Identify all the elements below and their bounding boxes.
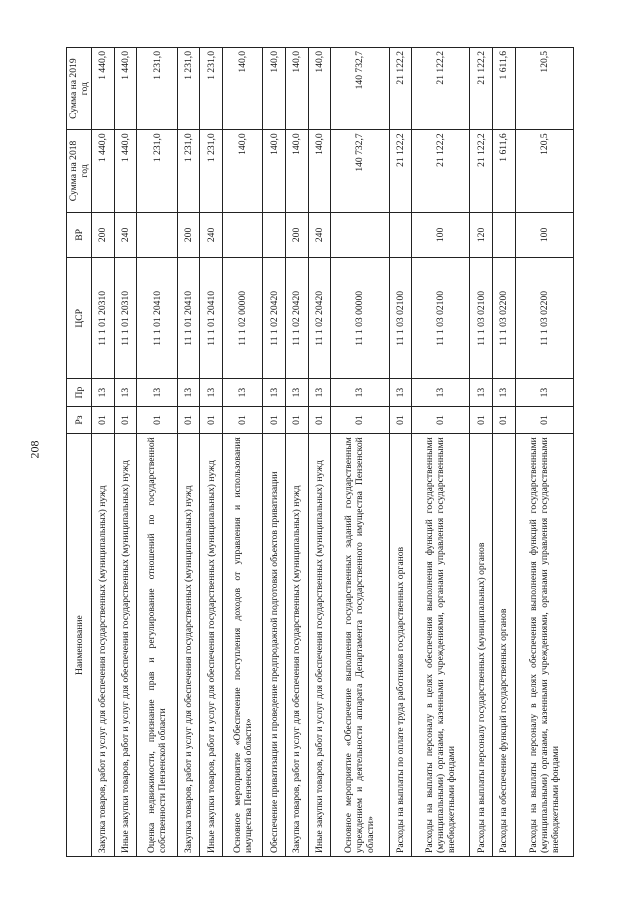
cell-csr: 11 1 03 02100	[389, 258, 412, 379]
cell-rz: 01	[114, 406, 137, 433]
budget-table	[66, 47, 574, 857]
cell-pr: 13	[470, 379, 493, 406]
cell-csr: 11 1 03 02200	[515, 258, 573, 379]
cell-sum-2018: 1 440,0	[114, 130, 137, 212]
cell-pr: 13	[492, 379, 515, 406]
cell-csr: 11 1 02 20420	[308, 258, 331, 379]
cell-vr	[389, 212, 412, 258]
cell-sum-2019: 1 231,0	[200, 48, 223, 130]
cell-name: Обеспечение приватизации и проведение предпродажной подготовки объектов приватизации	[263, 434, 286, 857]
cell-csr: 11 1 03 02100	[412, 258, 470, 379]
cell-sum-2018: 1 440,0	[92, 130, 115, 212]
table-row	[114, 48, 137, 857]
cell-name: Иные закупки товаров, работ и услуг для обеспечения государственных (муниципальных) нужд	[114, 434, 137, 857]
cell-vr: 240	[114, 212, 137, 258]
cell-name: Оценка недвижимости, признание прав и регулирование отношений по государственной собственности Пензенской области	[137, 434, 177, 857]
cell-rz: 01	[492, 406, 515, 433]
header-sum-2018: Сумма на 2018 год	[67, 130, 92, 212]
cell-pr: 13	[515, 379, 573, 406]
cell-rz: 01	[389, 406, 412, 433]
cell-name: Закупка товаров, работ и услуг для обеспечения государственных (муниципальных) нужд	[92, 434, 115, 857]
header-vr: ВР	[67, 212, 92, 258]
table-row	[492, 48, 515, 857]
cell-rz: 01	[222, 406, 262, 433]
table-row	[200, 48, 223, 857]
cell-sum-2019: 140,0	[263, 48, 286, 130]
cell-pr: 13	[114, 379, 137, 406]
cell-name: Расходы на выплаты по оплате труда работников государственных органов	[389, 434, 412, 857]
table-row	[137, 48, 177, 857]
table-body	[92, 48, 574, 857]
table-row	[263, 48, 286, 857]
cell-name: Расходы на выплаты персоналу в целях обеспечения выполнения функций государственными (муниципальными) органами, казенными учреждениями, органами управления государственными внебюджетными фондами	[515, 434, 573, 857]
cell-sum-2019: 140,0	[286, 48, 309, 130]
cell-vr	[263, 212, 286, 258]
cell-sum-2018: 140,0	[263, 130, 286, 212]
cell-csr: 11 1 01 20410	[177, 258, 200, 379]
cell-sum-2019: 120,5	[515, 48, 573, 130]
cell-pr: 13	[200, 379, 223, 406]
cell-sum-2019: 140,0	[308, 48, 331, 130]
cell-vr: 240	[200, 212, 223, 258]
cell-name: Закупка товаров, работ и услуг для обеспечения государственных (муниципальных) нужд	[177, 434, 200, 857]
cell-sum-2018: 1 231,0	[177, 130, 200, 212]
cell-vr	[222, 212, 262, 258]
cell-vr	[492, 212, 515, 258]
cell-sum-2018: 21 122,2	[470, 130, 493, 212]
cell-pr: 13	[263, 379, 286, 406]
table-row	[286, 48, 309, 857]
cell-rz: 01	[200, 406, 223, 433]
cell-sum-2019: 1 440,0	[92, 48, 115, 130]
cell-rz: 01	[308, 406, 331, 433]
cell-pr: 13	[92, 379, 115, 406]
cell-pr: 13	[137, 379, 177, 406]
cell-sum-2019: 1 231,0	[137, 48, 177, 130]
cell-name: Иные закупки товаров, работ и услуг для обеспечения государственных (муниципальных) нужд	[200, 434, 223, 857]
budget-table-container	[66, 47, 574, 857]
cell-rz: 01	[412, 406, 470, 433]
cell-sum-2018: 21 122,2	[389, 130, 412, 212]
cell-vr	[331, 212, 389, 258]
cell-pr: 13	[331, 379, 389, 406]
cell-rz: 01	[177, 406, 200, 433]
cell-csr: 11 1 01 20310	[92, 258, 115, 379]
cell-rz: 01	[263, 406, 286, 433]
cell-csr: 11 1 03 02200	[492, 258, 515, 379]
cell-pr: 13	[412, 379, 470, 406]
cell-csr: 11 1 01 20410	[200, 258, 223, 379]
cell-csr: 11 1 02 00000	[222, 258, 262, 379]
cell-name: Иные закупки товаров, работ и услуг для обеспечения государственных (муниципальных) нужд	[308, 434, 331, 857]
cell-sum-2019: 1 611,6	[492, 48, 515, 130]
cell-sum-2018: 120,5	[515, 130, 573, 212]
cell-sum-2018: 140,0	[286, 130, 309, 212]
table-row	[389, 48, 412, 857]
table-header-row	[67, 48, 92, 857]
cell-name: Расходы на обеспечение функций государственных органов	[492, 434, 515, 857]
table-row	[331, 48, 389, 857]
cell-vr: 100	[515, 212, 573, 258]
cell-rz: 01	[286, 406, 309, 433]
cell-sum-2018: 140,0	[308, 130, 331, 212]
cell-sum-2019: 1 231,0	[177, 48, 200, 130]
cell-vr: 200	[92, 212, 115, 258]
cell-vr: 200	[286, 212, 309, 258]
cell-csr: 11 1 03 00000	[331, 258, 389, 379]
header-rz: Рз	[67, 406, 92, 433]
cell-pr: 13	[222, 379, 262, 406]
cell-sum-2018: 140,0	[222, 130, 262, 212]
cell-sum-2019: 140 732,7	[331, 48, 389, 130]
cell-sum-2019: 21 122,2	[470, 48, 493, 130]
cell-name: Расходы на выплаты персоналу в целях обеспечения выполнения функций государственными (муниципальными) органами, казенными учреждениями, органами управления государственными внебюджетными фондами	[412, 434, 470, 857]
cell-rz: 01	[92, 406, 115, 433]
table-row	[222, 48, 262, 857]
table-row	[308, 48, 331, 857]
cell-name: Закупка товаров, работ и услуг для обеспечения государственных (муниципальных) нужд	[286, 434, 309, 857]
cell-sum-2019: 21 122,2	[412, 48, 470, 130]
cell-vr: 240	[308, 212, 331, 258]
cell-vr: 120	[470, 212, 493, 258]
header-pr: Пр	[67, 379, 92, 406]
cell-csr: 11 1 03 02100	[470, 258, 493, 379]
cell-sum-2019: 1 440,0	[114, 48, 137, 130]
header-name: Наименование	[67, 434, 92, 857]
page-number: 208	[27, 440, 42, 459]
cell-vr: 200	[177, 212, 200, 258]
table-row	[515, 48, 573, 857]
table-row	[470, 48, 493, 857]
cell-pr: 13	[308, 379, 331, 406]
cell-pr: 13	[286, 379, 309, 406]
table-row	[177, 48, 200, 857]
cell-sum-2018: 1 231,0	[137, 130, 177, 212]
cell-rz: 01	[515, 406, 573, 433]
cell-sum-2018: 1 231,0	[200, 130, 223, 212]
cell-rz: 01	[331, 406, 389, 433]
cell-csr: 11 1 01 20310	[114, 258, 137, 379]
cell-csr: 11 1 02 20420	[286, 258, 309, 379]
cell-pr: 13	[389, 379, 412, 406]
header-csr: ЦСР	[67, 258, 92, 379]
cell-name: Основное мероприятие «Обеспечение поступления доходов от управления и использования имущества Пензенской области»	[222, 434, 262, 857]
cell-csr: 11 1 02 20420	[263, 258, 286, 379]
cell-vr: 100	[412, 212, 470, 258]
cell-rz: 01	[470, 406, 493, 433]
cell-sum-2019: 21 122,2	[389, 48, 412, 130]
cell-rz: 01	[137, 406, 177, 433]
cell-sum-2019: 140,0	[222, 48, 262, 130]
cell-sum-2018: 1 611,6	[492, 130, 515, 212]
cell-sum-2018: 140 732,7	[331, 130, 389, 212]
table-row	[92, 48, 115, 857]
header-sum-2019: Сумма на 2019 год	[67, 48, 92, 130]
cell-name: Расходы на выплаты персоналу государственных (муниципальных) органов	[470, 434, 493, 857]
cell-vr	[137, 212, 177, 258]
table-row	[412, 48, 470, 857]
cell-csr: 11 1 01 20410	[137, 258, 177, 379]
cell-name: Основное мероприятие «Обеспечение выполнения государственных заданий государственным учреждением и деятельности аппарата Департамента государственного имущества Пензенской области»	[331, 434, 389, 857]
cell-sum-2018: 21 122,2	[412, 130, 470, 212]
cell-pr: 13	[177, 379, 200, 406]
